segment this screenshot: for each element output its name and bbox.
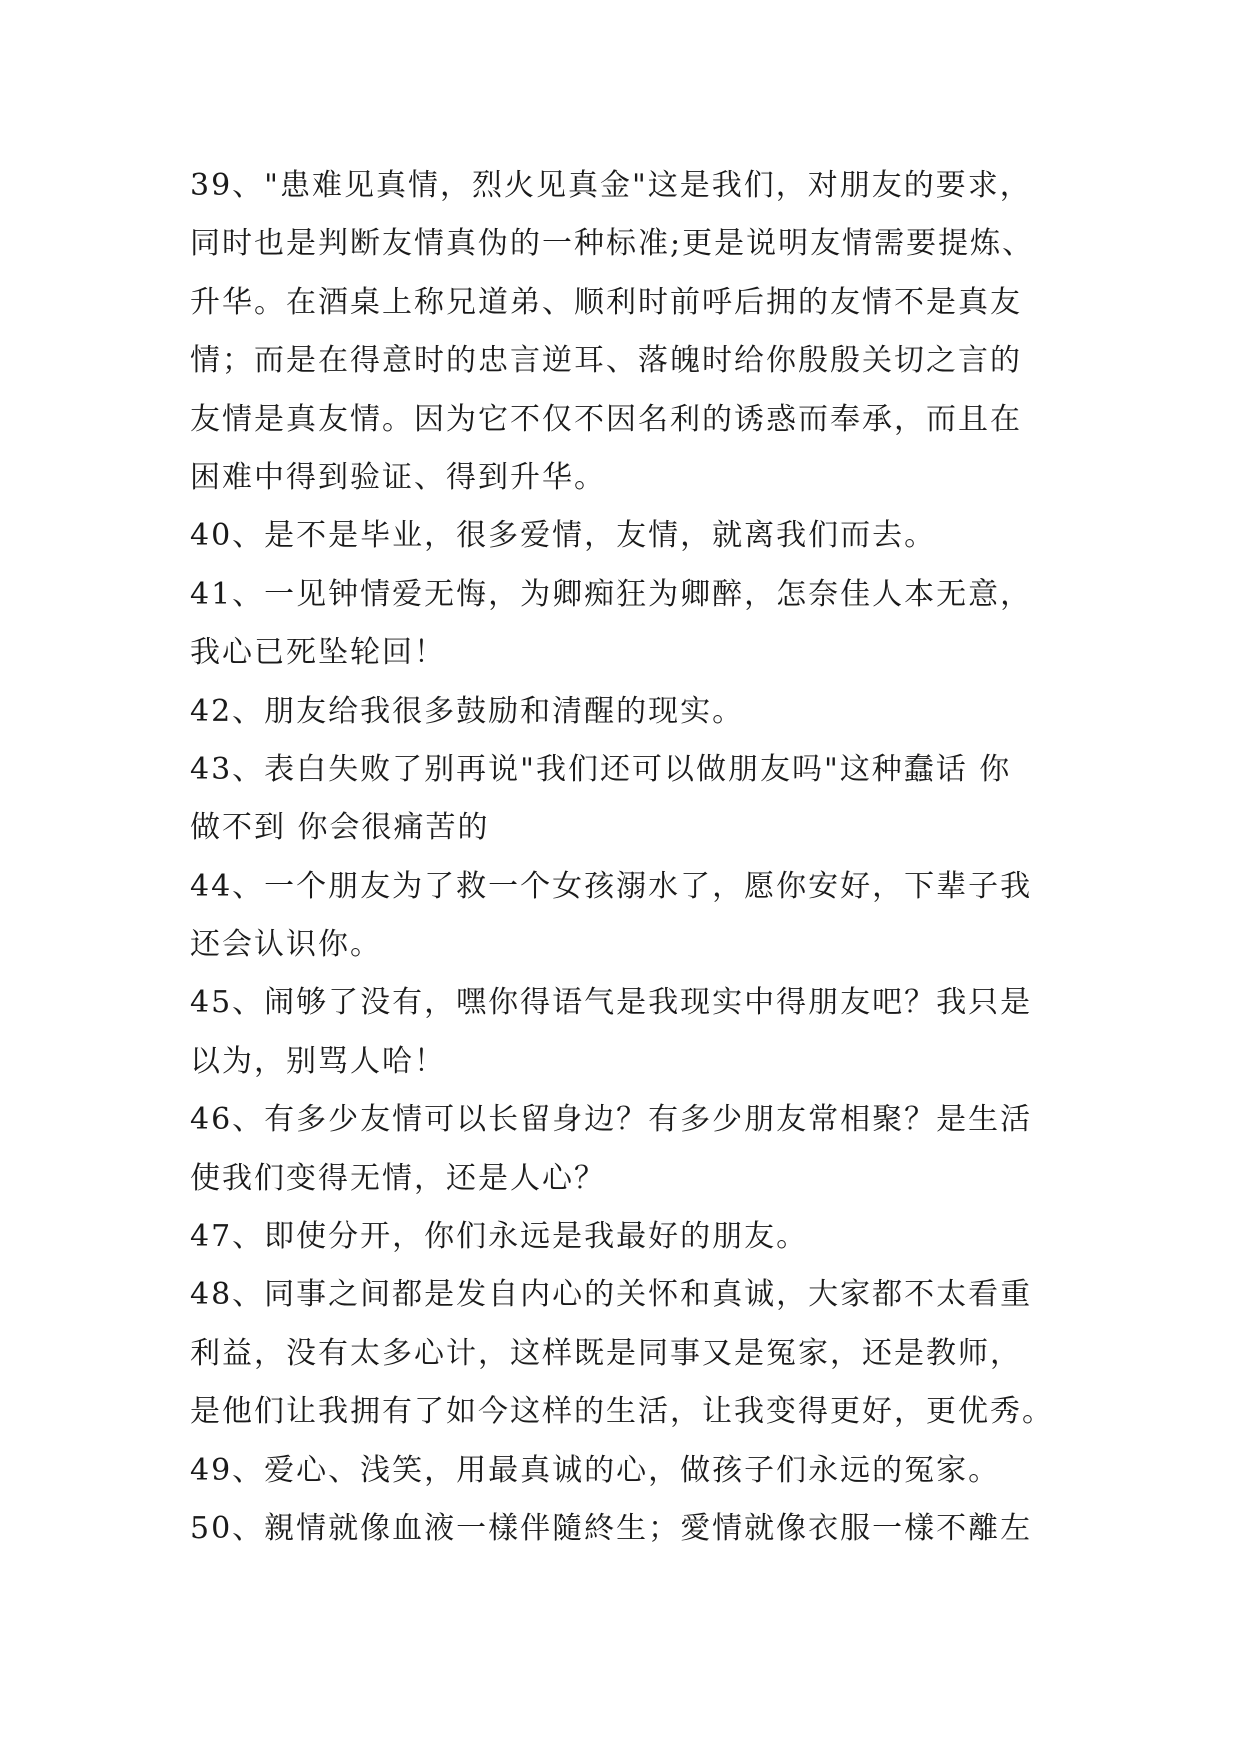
text-line: 47、即使分开，你们永远是我最好的朋友。 [190, 1219, 809, 1255]
text-line: 39、"患难见真情，烈火见真金"这是我们，对朋友的要求， [190, 168, 1032, 203]
text-line: 同时也是判断友情真伪的一种标准;更是说明友情需要提炼、 [190, 226, 1035, 262]
text-line: 45、闹够了没有，嘿你得语气是我现实中得朋友吧？我只是 [190, 985, 1033, 1021]
text-line: 做不到 你会很痛苦的 [190, 810, 490, 846]
text-line: 利益，没有太多心计，这样既是同事又是冤家，还是教师， [190, 1335, 1022, 1371]
text-line: 我心已死坠轮回！ [190, 635, 446, 671]
text-line: 友情是真友情。因为它不仅不因名利的诱惑而奉承，而且在 [190, 401, 1022, 437]
text-line: 升华。在酒桌上称兄道弟、顺利时前呼后拥的友情不是真友 [190, 284, 1022, 320]
text-line: 还会认识你。 [190, 927, 382, 963]
text-line: 是他们让我拥有了如今这样的生活，让我变得更好，更优秀。 [190, 1394, 1054, 1430]
text-line: 40、是不是毕业，很多爱情，友情，就离我们而去。 [190, 518, 937, 554]
text-line: 情；而是在得意时的忠言逆耳、落魄时给你殷殷关切之言的 [190, 343, 1022, 379]
document-body [190, 157, 1090, 1558]
text-line: 48、同事之间都是发自内心的关怀和真诚，大家都不太看重 [190, 1277, 1033, 1313]
text-line: 使我们变得无情，还是人心？ [190, 1160, 606, 1196]
text-line: 49、爱心、浅笑，用最真诚的心，做孩子们永远的冤家。 [190, 1452, 1001, 1488]
text-line: 46、有多少友情可以长留身边？有多少朋友常相聚？是生活 [190, 1102, 1033, 1138]
text-line: 困难中得到验证、得到升华。 [190, 459, 606, 495]
text-line: 42、朋友给我很多鼓励和清醒的现实。 [190, 693, 745, 729]
text-line: 以为，别骂人哈！ [190, 1043, 446, 1079]
text-line: 41、一见钟情爱无悔，为卿痴狂为卿醉，怎奈佳人本无意， [190, 576, 1033, 612]
text-line: 50、親情就像血液一樣伴隨終生；愛情就像衣服一樣不離左 [190, 1510, 1033, 1546]
text-line: 43、表白失败了别再说"我们还可以做朋友吗"这种蠢话 你 [190, 751, 1012, 787]
text-line: 44、一个朋友为了救一个女孩溺水了，愿你安好，下辈子我 [190, 868, 1033, 904]
